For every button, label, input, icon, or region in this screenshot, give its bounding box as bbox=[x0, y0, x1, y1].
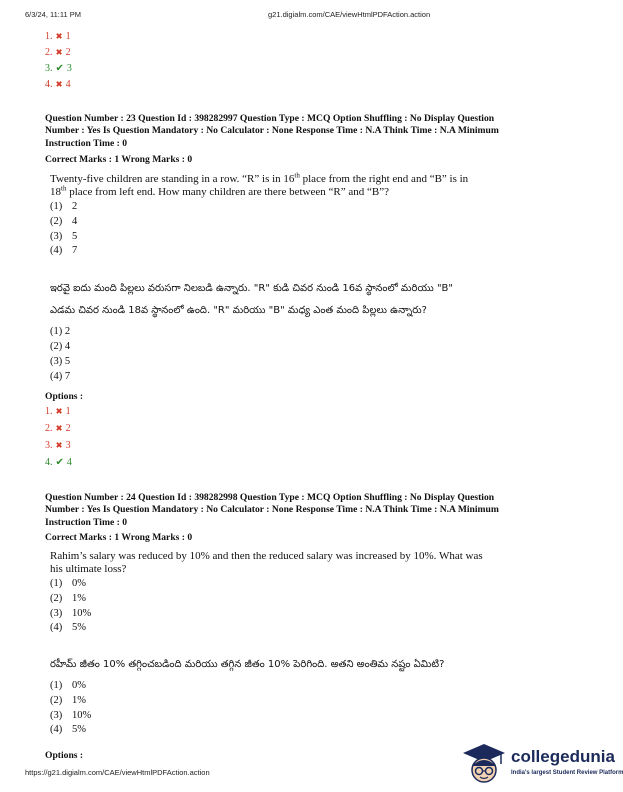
choice-number: (1) bbox=[50, 201, 63, 212]
choice-value: 4 bbox=[72, 216, 78, 227]
q24-metadata bbox=[45, 492, 570, 529]
q24-te-choice-3 bbox=[50, 710, 91, 721]
q23-options-heading: Options : bbox=[45, 391, 84, 402]
option-value: 1 bbox=[65, 406, 71, 417]
q24-english-text bbox=[50, 550, 565, 576]
option-value: 4 bbox=[65, 79, 71, 90]
check-mark-icon: ✔ bbox=[55, 457, 64, 468]
q23-option-3 bbox=[45, 440, 71, 451]
q23-te-choice-1: (1) 2 bbox=[50, 326, 71, 337]
q24-te-choice-1 bbox=[50, 680, 86, 691]
choice-number: (3) bbox=[50, 608, 63, 619]
print-datetime: 6/3/24, 11:11 PM bbox=[25, 10, 82, 19]
q23-option-1 bbox=[45, 406, 71, 417]
choice-number: (3) bbox=[50, 710, 63, 721]
q24-en-line2: his ultimate loss? bbox=[50, 562, 127, 575]
q23-en-choice-2 bbox=[50, 216, 77, 227]
option-number: 2. bbox=[45, 423, 53, 434]
q24-te-line1: రహీమ్ జీతం 10% తగ్గించబడింది మరియు తగ్గిన జీతం 10% పెరిగింది. అతని అంతిమ నష్టం ఏమిటి? bbox=[50, 659, 445, 670]
q24-en-choice-2 bbox=[50, 593, 86, 604]
choice-value: 10% bbox=[72, 608, 92, 619]
choice-number: (2) bbox=[50, 593, 63, 604]
option-value: 1 bbox=[65, 31, 71, 42]
q23-te-line1: ఇరవై ఐదు మంది పిల్లలు వరుసగా నిలబడి ఉన్నారు. "R" కుడి చివర నుండి 16వ స్థానంలో మరియు "B" bbox=[50, 283, 454, 294]
option-value: 2 bbox=[65, 47, 71, 58]
choice-number: (4) bbox=[50, 622, 63, 633]
q24-en-choice-1 bbox=[50, 578, 86, 589]
cross-mark-icon: ✖ bbox=[55, 31, 63, 41]
cross-mark-icon: ✖ bbox=[55, 423, 63, 433]
option-number: 4. bbox=[45, 79, 53, 90]
q24-en-line1: Rahim’s salary was reduced by 10% and then the reduced salary was increased by 10%. What was bbox=[50, 550, 483, 562]
q23-meta-line3: Instruction Time : 0 bbox=[45, 137, 127, 149]
option-number: 2. bbox=[45, 47, 53, 58]
option-value: 4 bbox=[66, 457, 72, 468]
choice-value: 5 bbox=[72, 231, 78, 242]
q24-marks: Correct Marks : 1 Wrong Marks : 0 bbox=[45, 532, 193, 543]
choice-number: (2) bbox=[50, 695, 63, 706]
q23-en-choice-4 bbox=[50, 245, 77, 256]
choice-value: 1% bbox=[72, 695, 86, 706]
prev-option-2 bbox=[45, 47, 71, 58]
q23-en-choice-1 bbox=[50, 201, 77, 212]
q24-options-heading: Options : bbox=[45, 750, 84, 761]
q23-en-line2a: 18 bbox=[50, 185, 61, 198]
choice-number: (1) bbox=[50, 680, 63, 691]
student-mascot-icon bbox=[461, 742, 507, 788]
q23-meta-line2: Number : Yes Is Question Mandatory : No Calculator : None Response Time : N.A Think Time : N.A Minimum bbox=[45, 125, 499, 137]
option-number: 3. bbox=[45, 63, 53, 74]
q23-te-choice-3: (3) 5 bbox=[50, 356, 71, 367]
choice-number: (1) bbox=[50, 578, 63, 589]
cross-mark-icon: ✖ bbox=[55, 406, 63, 416]
prev-option-3 bbox=[45, 63, 72, 74]
q23-en-choice-3 bbox=[50, 231, 77, 242]
option-number: 1. bbox=[45, 406, 53, 417]
choice-value: 0% bbox=[72, 578, 86, 589]
q23-te-line2: ఎడమ చివర నుండి 18వ స్థానంలో ఉంది. "R" మరియు "B" మధ్య ఎంత మంది పిల్లలు ఉన్నారు? bbox=[50, 305, 427, 316]
print-url-header: g21.digialm.com/CAE/viewHtmlPDFAction.action bbox=[268, 10, 431, 19]
cross-mark-icon: ✖ bbox=[55, 440, 63, 450]
q23-te-choice-2: (2) 4 bbox=[50, 341, 71, 352]
cross-mark-icon: ✖ bbox=[55, 47, 63, 57]
choice-value: 2 bbox=[72, 201, 78, 212]
q24-en-choice-4 bbox=[50, 622, 86, 633]
choice-value: 0% bbox=[72, 680, 86, 691]
choice-value: 1% bbox=[72, 593, 86, 604]
q24-te-choice-2 bbox=[50, 695, 86, 706]
q23-en-line2b: place from left end. How many children are there between “R” and “B”? bbox=[66, 185, 389, 198]
prev-option-1 bbox=[45, 31, 71, 42]
cross-mark-icon: ✖ bbox=[55, 79, 63, 89]
logo-tagline: India's largest Student Review Platform bbox=[511, 770, 623, 776]
option-value: 2 bbox=[65, 423, 71, 434]
choice-number: (3) bbox=[50, 231, 63, 242]
q23-en-line1a: Twenty-five children are standing in a row. “R” is in 16 bbox=[50, 173, 295, 185]
option-number: 1. bbox=[45, 31, 53, 42]
print-url-footer: https://g21.digialm.com/CAE/viewHtmlPDFAction.action bbox=[25, 768, 210, 777]
logo-wordmark: collegedunia bbox=[511, 747, 615, 766]
option-value: 3 bbox=[66, 63, 72, 74]
choice-value: 5% bbox=[72, 622, 86, 633]
prev-option-4 bbox=[45, 79, 71, 90]
option-number: 4. bbox=[45, 457, 53, 468]
q24-meta-line1: Question Number : 24 Question Id : 398282998 Question Type : MCQ Option Shuffling : No Display Question bbox=[45, 492, 495, 503]
q23-meta-line1: Question Number : 23 Question Id : 398282997 Question Type : MCQ Option Shuffling : No Display Question bbox=[45, 113, 495, 124]
q24-meta-line2: Number : Yes Is Question Mandatory : No Calculator : None Response Time : N.A Think Time : N.A Minimum bbox=[45, 504, 499, 516]
choice-value: 5% bbox=[72, 724, 86, 735]
q23-en-sup2: th bbox=[61, 184, 67, 193]
choice-number: (4) bbox=[50, 245, 63, 256]
check-mark-icon: ✔ bbox=[55, 63, 64, 74]
collegedunia-logo bbox=[459, 740, 623, 788]
choice-value: 7 bbox=[72, 245, 78, 256]
q23-marks: Correct Marks : 1 Wrong Marks : 0 bbox=[45, 154, 193, 165]
q23-english-text bbox=[50, 173, 565, 199]
q23-en-line1b: place from the right end and “B” is in bbox=[299, 173, 469, 185]
q23-option-4 bbox=[45, 457, 72, 468]
option-number: 3. bbox=[45, 440, 53, 451]
q24-en-choice-3 bbox=[50, 608, 91, 619]
q24-meta-line3: Instruction Time : 0 bbox=[45, 516, 127, 528]
choice-number: (2) bbox=[50, 216, 63, 227]
q23-telugu-text bbox=[50, 278, 570, 322]
option-value: 3 bbox=[65, 440, 71, 451]
q23-metadata bbox=[45, 113, 570, 150]
q23-te-choice-4: (4) 7 bbox=[50, 371, 71, 382]
choice-value: 10% bbox=[72, 710, 92, 721]
q23-en-sup1: th bbox=[294, 171, 300, 180]
q23-option-2 bbox=[45, 423, 71, 434]
choice-number: (4) bbox=[50, 724, 63, 735]
q24-te-choice-4 bbox=[50, 724, 86, 735]
q24-telugu-text bbox=[50, 654, 570, 676]
